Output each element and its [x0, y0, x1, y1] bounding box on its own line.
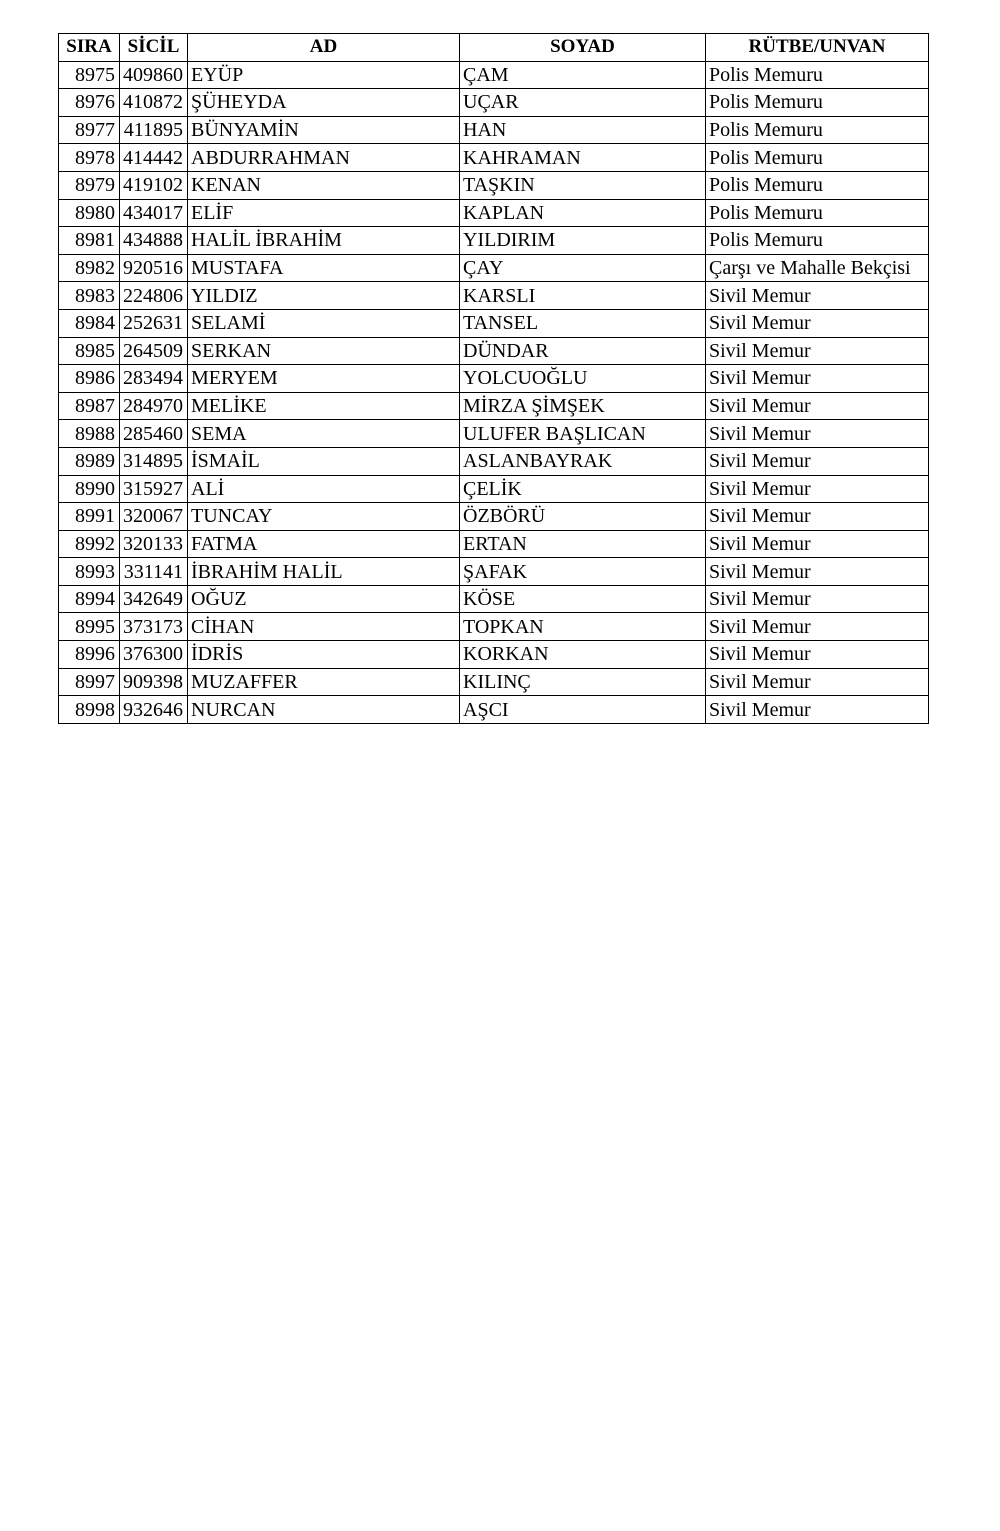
cell-sicil: 320133 — [120, 530, 188, 558]
cell-soyad: TANSEL — [460, 309, 706, 337]
cell-ad: YILDIZ — [188, 282, 460, 310]
cell-sicil: 373173 — [120, 613, 188, 641]
cell-ad: ALİ — [188, 475, 460, 503]
table-row — [59, 171, 929, 199]
header-row — [59, 34, 929, 62]
cell-sira: 8990 — [59, 475, 120, 503]
cell-rutbe: Sivil Memur — [706, 668, 929, 696]
cell-soyad: YILDIRIM — [460, 227, 706, 255]
cell-sira: 8991 — [59, 503, 120, 531]
cell-rutbe: Sivil Memur — [706, 696, 929, 724]
cell-sira: 8995 — [59, 613, 120, 641]
cell-sira: 8987 — [59, 392, 120, 420]
cell-soyad: HAN — [460, 116, 706, 144]
table-row — [59, 475, 929, 503]
cell-sicil: 411895 — [120, 116, 188, 144]
cell-sicil: 285460 — [120, 420, 188, 448]
cell-sicil: 264509 — [120, 337, 188, 365]
cell-sicil: 224806 — [120, 282, 188, 310]
cell-soyad: KAPLAN — [460, 199, 706, 227]
header-sira: SIRA — [59, 34, 120, 62]
cell-sira: 8984 — [59, 309, 120, 337]
cell-soyad: DÜNDAR — [460, 337, 706, 365]
cell-ad: CİHAN — [188, 613, 460, 641]
table-body — [59, 61, 929, 723]
cell-soyad: ULUFER BAŞLICAN — [460, 420, 706, 448]
cell-soyad: KORKAN — [460, 641, 706, 669]
table-row — [59, 337, 929, 365]
table-row — [59, 61, 929, 89]
cell-soyad: TAŞKIN — [460, 171, 706, 199]
table-row — [59, 282, 929, 310]
cell-sira: 8996 — [59, 641, 120, 669]
cell-sira: 8986 — [59, 365, 120, 393]
cell-soyad: ÖZBÖRÜ — [460, 503, 706, 531]
cell-sira: 8976 — [59, 89, 120, 117]
cell-rutbe: Çarşı ve Mahalle Bekçisi — [706, 254, 929, 282]
table-row — [59, 503, 929, 531]
table-row — [59, 530, 929, 558]
table-row — [59, 199, 929, 227]
cell-ad: OĞUZ — [188, 585, 460, 613]
table-row — [59, 365, 929, 393]
cell-sicil: 283494 — [120, 365, 188, 393]
cell-rutbe: Sivil Memur — [706, 420, 929, 448]
cell-ad: ŞÜHEYDA — [188, 89, 460, 117]
cell-sicil: 410872 — [120, 89, 188, 117]
cell-sicil: 331141 — [120, 558, 188, 586]
cell-rutbe: Sivil Memur — [706, 282, 929, 310]
cell-rutbe: Sivil Memur — [706, 447, 929, 475]
cell-soyad: ÇELİK — [460, 475, 706, 503]
cell-rutbe: Polis Memuru — [706, 171, 929, 199]
header-soyad: SOYAD — [460, 34, 706, 62]
cell-sira: 8981 — [59, 227, 120, 255]
cell-soyad: ÇAM — [460, 61, 706, 89]
cell-sicil: 434017 — [120, 199, 188, 227]
cell-soyad: KAHRAMAN — [460, 144, 706, 172]
cell-sicil: 909398 — [120, 668, 188, 696]
cell-sicil: 320067 — [120, 503, 188, 531]
table-row — [59, 447, 929, 475]
cell-ad: HALİL İBRAHİM — [188, 227, 460, 255]
table-row — [59, 420, 929, 448]
cell-rutbe: Polis Memuru — [706, 89, 929, 117]
cell-rutbe: Sivil Memur — [706, 530, 929, 558]
cell-sira: 8985 — [59, 337, 120, 365]
cell-ad: ELİF — [188, 199, 460, 227]
table-row — [59, 668, 929, 696]
cell-rutbe: Sivil Memur — [706, 585, 929, 613]
cell-sira: 8980 — [59, 199, 120, 227]
cell-ad: ABDURRAHMAN — [188, 144, 460, 172]
cell-soyad: ÇAY — [460, 254, 706, 282]
cell-sira: 8998 — [59, 696, 120, 724]
cell-sira: 8994 — [59, 585, 120, 613]
cell-ad: TUNCAY — [188, 503, 460, 531]
cell-rutbe: Polis Memuru — [706, 144, 929, 172]
cell-ad: İDRİS — [188, 641, 460, 669]
cell-rutbe: Sivil Memur — [706, 337, 929, 365]
table-row — [59, 254, 929, 282]
table-row — [59, 585, 929, 613]
cell-rutbe: Sivil Memur — [706, 309, 929, 337]
cell-soyad: ERTAN — [460, 530, 706, 558]
cell-sira: 8992 — [59, 530, 120, 558]
cell-sira: 8983 — [59, 282, 120, 310]
cell-sicil: 932646 — [120, 696, 188, 724]
header-rutbe: RÜTBE/UNVAN — [706, 34, 929, 62]
table-header — [59, 34, 929, 62]
cell-ad: FATMA — [188, 530, 460, 558]
table-row — [59, 144, 929, 172]
cell-soyad: UÇAR — [460, 89, 706, 117]
table-row — [59, 558, 929, 586]
cell-sicil: 414442 — [120, 144, 188, 172]
cell-soyad: MİRZA ŞİMŞEK — [460, 392, 706, 420]
cell-rutbe: Polis Memuru — [706, 61, 929, 89]
cell-sira: 8975 — [59, 61, 120, 89]
cell-soyad: KÖSE — [460, 585, 706, 613]
cell-ad: SELAMİ — [188, 309, 460, 337]
cell-soyad: AŞCI — [460, 696, 706, 724]
cell-ad: MELİKE — [188, 392, 460, 420]
cell-ad: MERYEM — [188, 365, 460, 393]
cell-sicil: 314895 — [120, 447, 188, 475]
cell-rutbe: Sivil Memur — [706, 392, 929, 420]
table-row — [59, 641, 929, 669]
cell-sicil: 252631 — [120, 309, 188, 337]
cell-sira: 8978 — [59, 144, 120, 172]
cell-sira: 8989 — [59, 447, 120, 475]
cell-rutbe: Sivil Memur — [706, 641, 929, 669]
cell-sicil: 419102 — [120, 171, 188, 199]
table-row — [59, 116, 929, 144]
cell-soyad: TOPKAN — [460, 613, 706, 641]
cell-sira: 8993 — [59, 558, 120, 586]
cell-ad: EYÜP — [188, 61, 460, 89]
table-row — [59, 613, 929, 641]
header-sicil: SİCİL — [120, 34, 188, 62]
table-row — [59, 89, 929, 117]
cell-sicil: 284970 — [120, 392, 188, 420]
cell-rutbe: Polis Memuru — [706, 227, 929, 255]
cell-sicil: 409860 — [120, 61, 188, 89]
cell-sicil: 315927 — [120, 475, 188, 503]
cell-sira: 8982 — [59, 254, 120, 282]
table-row — [59, 392, 929, 420]
cell-sicil: 434888 — [120, 227, 188, 255]
cell-soyad: ŞAFAK — [460, 558, 706, 586]
cell-soyad: KARSLI — [460, 282, 706, 310]
cell-ad: MUZAFFER — [188, 668, 460, 696]
cell-ad: MUSTAFA — [188, 254, 460, 282]
table-row — [59, 696, 929, 724]
cell-soyad: ASLANBAYRAK — [460, 447, 706, 475]
cell-rutbe: Sivil Memur — [706, 365, 929, 393]
cell-soyad: KILINÇ — [460, 668, 706, 696]
cell-sicil: 920516 — [120, 254, 188, 282]
table-row — [59, 309, 929, 337]
cell-soyad: YOLCUOĞLU — [460, 365, 706, 393]
cell-rutbe: Sivil Memur — [706, 475, 929, 503]
cell-ad: SERKAN — [188, 337, 460, 365]
cell-ad: NURCAN — [188, 696, 460, 724]
cell-sira: 8977 — [59, 116, 120, 144]
cell-ad: SEMA — [188, 420, 460, 448]
table-row — [59, 227, 929, 255]
cell-rutbe: Polis Memuru — [706, 199, 929, 227]
cell-rutbe: Sivil Memur — [706, 558, 929, 586]
header-ad: AD — [188, 34, 460, 62]
cell-ad: İSMAİL — [188, 447, 460, 475]
cell-sira: 8988 — [59, 420, 120, 448]
cell-ad: İBRAHİM HALİL — [188, 558, 460, 586]
cell-ad: KENAN — [188, 171, 460, 199]
cell-rutbe: Polis Memuru — [706, 116, 929, 144]
cell-ad: BÜNYAMİN — [188, 116, 460, 144]
cell-rutbe: Sivil Memur — [706, 613, 929, 641]
cell-sira: 8979 — [59, 171, 120, 199]
cell-sira: 8997 — [59, 668, 120, 696]
cell-rutbe: Sivil Memur — [706, 503, 929, 531]
cell-sicil: 376300 — [120, 641, 188, 669]
personnel-table — [58, 33, 929, 724]
cell-sicil: 342649 — [120, 585, 188, 613]
